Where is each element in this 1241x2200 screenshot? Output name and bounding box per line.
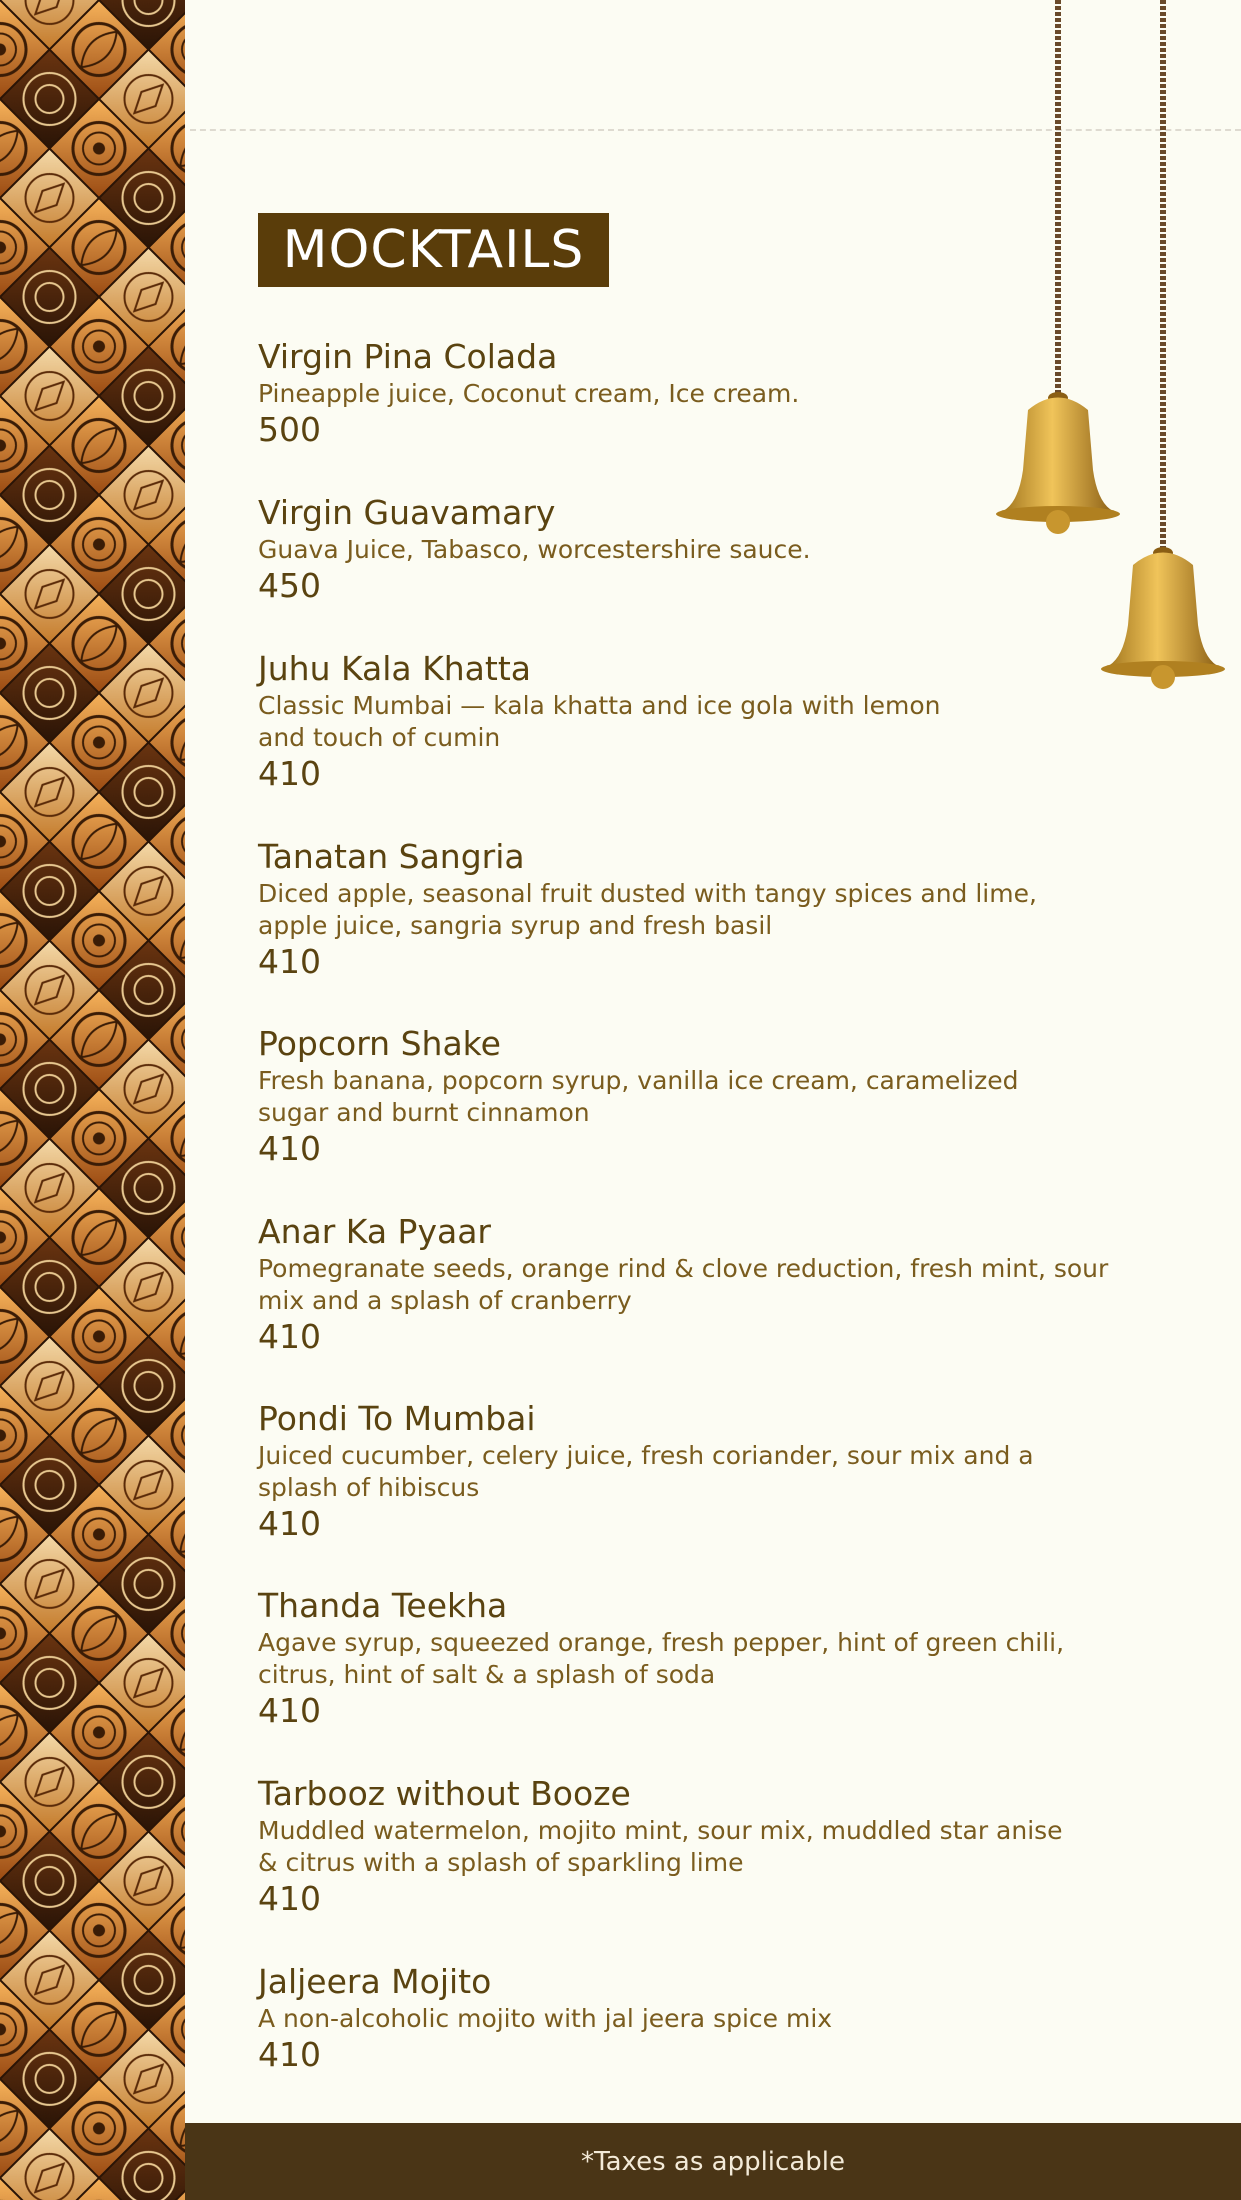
section-title: MOCKTAILS xyxy=(258,213,609,287)
item-description: Pomegranate seeds, orange rind & clove reduction, fresh mint, sour mix and a splash of cranberry xyxy=(258,1254,1109,1315)
menu-item xyxy=(258,1773,1118,1919)
item-price: 410 xyxy=(258,1691,321,1730)
item-description: Guava Juice, Tabasco, worcestershire sauce. xyxy=(258,535,811,564)
menu-item xyxy=(258,492,1118,606)
item-name: Tanatan Sangria xyxy=(258,837,525,876)
item-price: 410 xyxy=(258,2035,321,2074)
menu-item xyxy=(258,648,1118,794)
menu-item xyxy=(258,836,1118,982)
item-price: 410 xyxy=(258,942,321,981)
menu-item xyxy=(258,1211,1118,1357)
item-price: 450 xyxy=(258,566,321,605)
item-name: Pondi To Mumbai xyxy=(258,1399,536,1438)
bell-icon xyxy=(1101,547,1225,689)
item-price: 410 xyxy=(258,1504,321,1543)
item-name: Anar Ka Pyaar xyxy=(258,1212,491,1251)
item-name: Thanda Teekha xyxy=(258,1586,508,1625)
item-price: 500 xyxy=(258,410,321,449)
menu-item xyxy=(258,1585,1118,1731)
item-name: Virgin Guavamary xyxy=(258,493,556,532)
item-description: Classic Mumbai — kala khatta and ice gola with lemon and touch of cumin xyxy=(258,691,941,752)
item-description: Fresh banana, popcorn syrup, vanilla ice cream, caramelized sugar and burnt cinnamon xyxy=(258,1066,1019,1127)
item-description: Agave syrup, squeezed orange, fresh pepper, hint of green chili, citrus, hint of salt & a splash of soda xyxy=(258,1628,1065,1689)
menu-item xyxy=(258,336,1118,450)
decorative-mandala-pattern xyxy=(0,0,185,2200)
menu-item xyxy=(258,1023,1118,1169)
item-price: 410 xyxy=(258,1317,321,1356)
item-price: 410 xyxy=(258,1129,321,1168)
item-name: Tarbooz without Booze xyxy=(258,1774,631,1813)
item-price: 410 xyxy=(258,754,321,793)
item-description: Diced apple, seasonal fruit dusted with tangy spices and lime, apple juice, sangria syrup and fresh basil xyxy=(258,879,1037,940)
item-description: Muddled watermelon, mojito mint, sour mix, muddled star anise & citrus with a splash of sparkling lime xyxy=(258,1816,1063,1877)
menu-item xyxy=(258,1961,1118,2075)
item-description: A non-alcoholic mojito with jal jeera spice mix xyxy=(258,2004,833,2033)
item-name: Juhu Kala Khatta xyxy=(258,649,532,688)
item-name: Jaljeera Mojito xyxy=(258,1962,492,2001)
footer-taxes-note xyxy=(185,2123,1241,2200)
item-price: 410 xyxy=(258,1879,321,1918)
menu-item xyxy=(258,1398,1118,1544)
item-name: Virgin Pina Colada xyxy=(258,337,558,376)
item-name: Popcorn Shake xyxy=(258,1024,501,1063)
item-description: Pineapple juice, Coconut cream, Ice cream. xyxy=(258,379,800,408)
taxes-note-text: *Taxes as applicable xyxy=(581,2146,845,2177)
item-description: Juiced cucumber, celery juice, fresh coriander, sour mix and a splash of hibiscus xyxy=(258,1441,1034,1502)
